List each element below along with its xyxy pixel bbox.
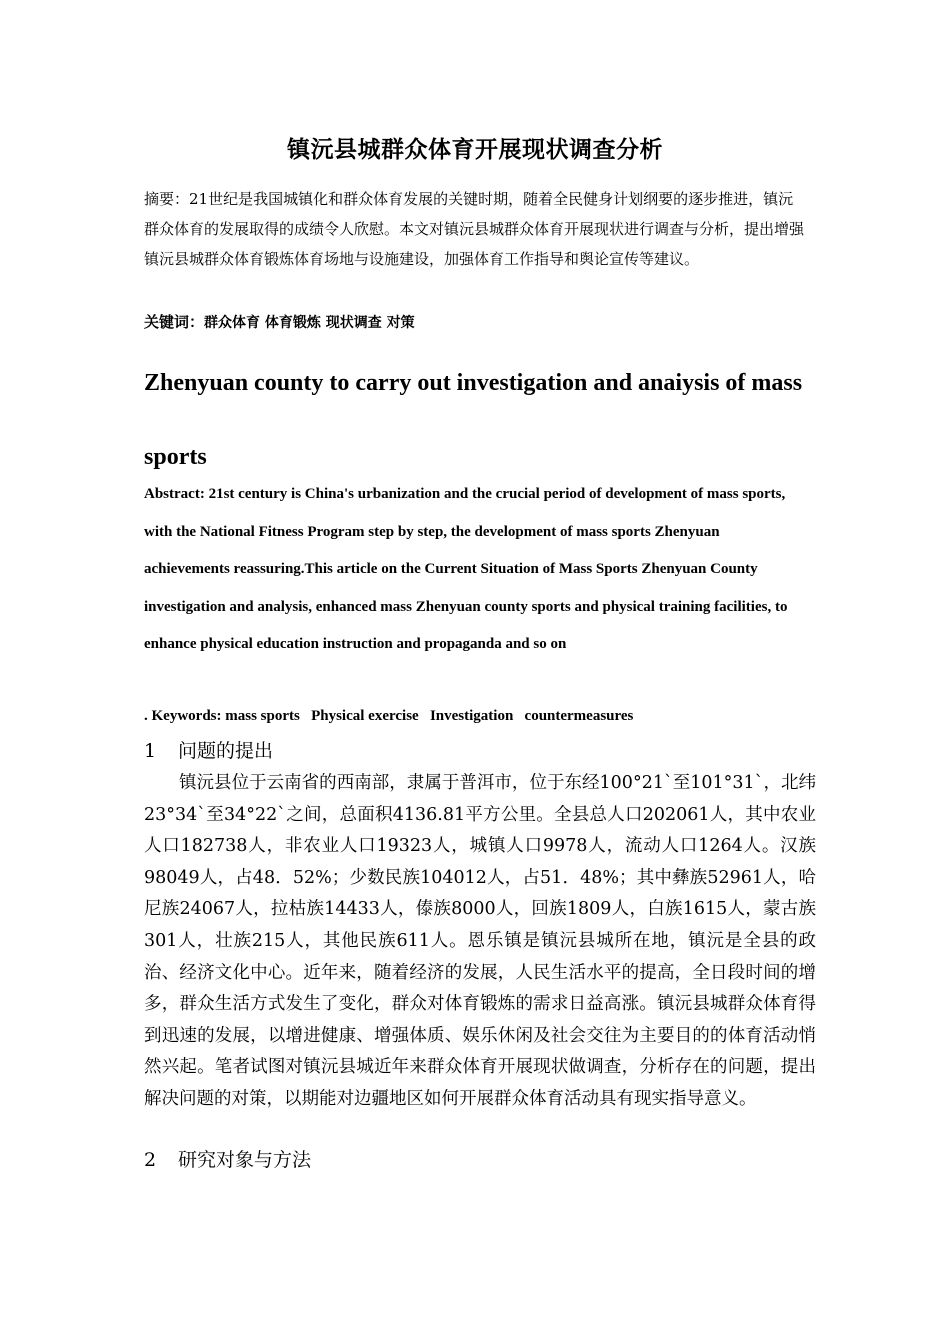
section-1-heading xyxy=(144,736,824,766)
keywords-chinese-label: 关键词： xyxy=(144,313,205,331)
keywords-chinese xyxy=(144,309,804,336)
section-1-body: 镇沅县位于云南省的西南部，隶属于普洱市，位于东经100°21`至101°31`，北纬23°34`至34°22`之间，总面积4136.81平方公里。全县总人口202061人，其中农业人口182738人，非农业人口19323人，城镇人口9978人，流动人口1264人。汉族98049人，占48．52%；少数民族104012人，占51．48%；其中彝族52961人，哈尼族24067人，拉枯族14433人，傣族8000人，回族1809人，白族1615人，蒙古族301人，壮族215人，其他民族611人。恩乐镇是镇沅县城所在地，镇沅是全县的政治、经济文化中心。近年来，随着经济的发展，人民生活水平的提高，全日段时间的增多，群众生活方式发生了变化，群众对体育锻炼的需求日益高涨。镇沅县城群众体育得到迅速的发展，以增进健康、增强体质、娱乐休闲及社会交往为主要目的的体育活动悄然兴起。笔者试图对镇沅县城近年来群众体育开展现状做调查，分析存在的问题，提出解决问题的对策，以期能对边疆地区如何开展群众体育活动具有现实指导意义。 xyxy=(144,773,816,1109)
abstract-english: Abstract: 21st century is China's urbanization and the crucial period of development of mass sports, with the National Fitness Program step by step, the development of mass sports Zhenyuan achievements reassuring.This article on the Current Situation of Mass Sports Zhenyuan County investigation and analysis, enhanced mass Zhenyuan county sports and physical training facilities, to enhance physical education instruction and propaganda and so on xyxy=(144,486,788,652)
section-2-number: 2 xyxy=(144,1149,157,1171)
document-title: 镇沅县城群众体育开展现状调查分析 xyxy=(287,137,663,163)
english-title: Zhenyuan county to carry out investigation and anaiysis of mass sports xyxy=(144,370,803,470)
abstract-chinese: 摘要：21世纪是我国城镇化和群众体育发展的关键时期，随着全民健身计划纲要的逐步推进，镇沅群众体育的发展取得的成绩令人欣慰。本文对镇沅县城群众体育开展现状进行调查与分析，提出增强镇沅县城群众体育锻炼体育场地与设施建设，加强体育工作指导和舆论宣传等建议。 xyxy=(144,190,805,268)
keywords-english: . Keywords: mass sports Physical exercise Investigation countermeasures xyxy=(144,708,634,724)
section-1-title: 问题的提出 xyxy=(178,740,274,762)
keywords-chinese-text: 群众体育 体育锻炼 现状调查 对策 xyxy=(204,315,415,331)
section-1-number: 1 xyxy=(144,740,157,762)
section-2-title: 研究对象与方法 xyxy=(178,1149,312,1171)
section-2-heading xyxy=(144,1145,824,1175)
